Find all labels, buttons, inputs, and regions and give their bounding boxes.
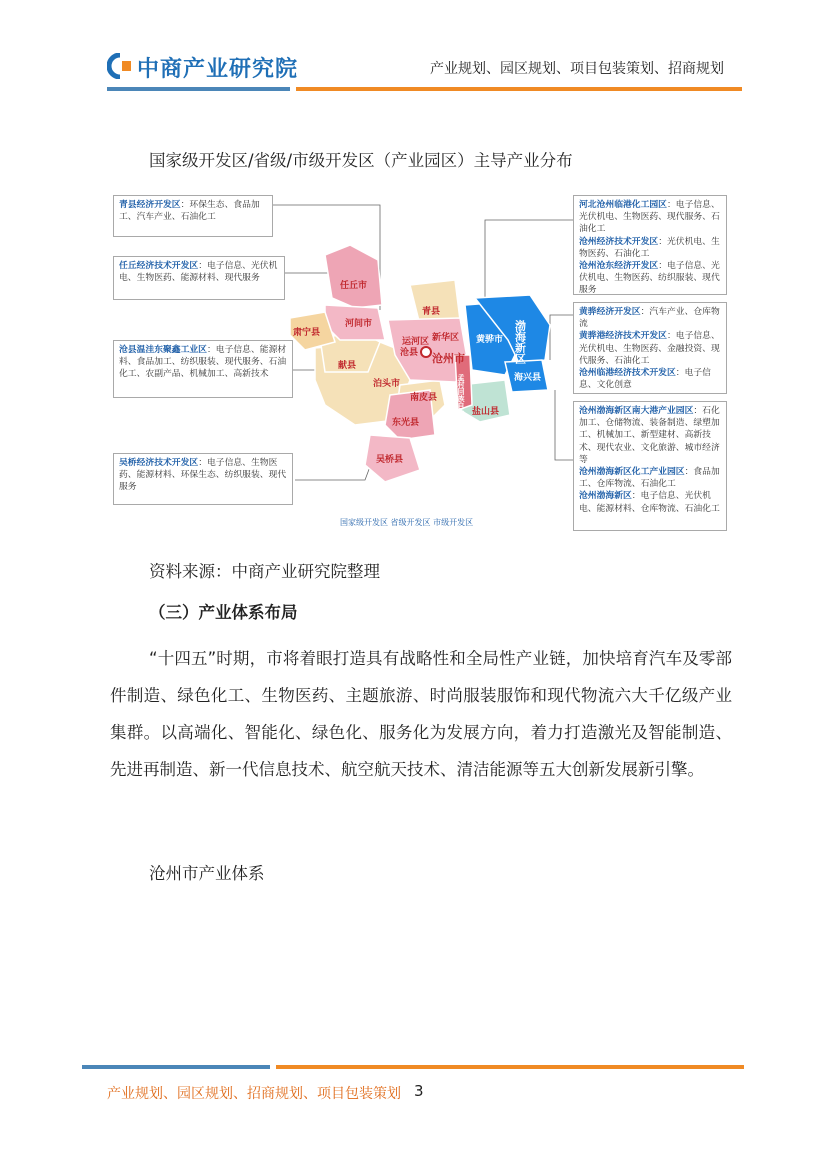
label-xianxian: 献县: [338, 361, 357, 371]
header-divider-blue: [107, 87, 290, 91]
info-box-desc: ：食品加工、仓库物流、石油化工: [579, 467, 720, 490]
info-box-desc: ：石化加工、仓储物流、装备制造、绿塑加工、机械加工、新型建材、高新技术、现代农业、文化旅游、城市经济等: [579, 406, 720, 465]
label-renqiu: 任丘市: [340, 281, 368, 291]
info-box-name: 沧州渤海新区化工产业园区: [579, 467, 685, 478]
subheading: 沧州市产业体系: [149, 864, 265, 883]
info-box-desc: ：电子信息、光伏机电、生物医药、金融投资、现代服务、石油化工: [579, 331, 720, 366]
logo-icon: [107, 53, 133, 79]
label-xinhua: 新华区: [432, 333, 460, 343]
info-box-desc: ：环保生态、食品加工、汽车产业、石油化工: [119, 200, 260, 223]
header-divider-orange: [296, 87, 742, 91]
info-box-bohai-group: [573, 401, 727, 531]
info-box-name: 吴桥经济技术开发区: [119, 458, 199, 468]
info-box-name: 黄骅经济开发区: [579, 307, 641, 317]
info-box-huanghua-group: [573, 302, 727, 394]
info-box-name: 沧州经济技术开发区: [579, 236, 659, 247]
cangzhou-city-marker: [421, 347, 431, 357]
label-nanpi: 南皮县: [410, 393, 438, 403]
info-box-name: 沧州渤海新区南大港产业园区: [579, 406, 694, 416]
footer-slogan: 产业规划、园区规划、招商规划、项目包装策划: [107, 1086, 401, 1102]
label-bohai: 渤海新区: [513, 320, 527, 364]
info-box-desc: ：电子信息、能源材料、食品加工、纺织服装、现代服务、石油化工、农副产品、机械加工、高新技术: [119, 345, 287, 380]
label-huanghua: 黄骅市: [476, 335, 504, 345]
label-wuqiao: 吴桥县: [376, 455, 404, 465]
label-qingxian: 青县: [422, 307, 441, 317]
label-botou: 泊头市: [373, 379, 401, 389]
info-box-qingxian: [113, 195, 273, 237]
info-box-lingang-group: [573, 195, 727, 295]
info-box-name: 任丘经济技术开发区: [119, 261, 199, 271]
info-box-name: 沧州沧东经济开发区: [579, 261, 659, 272]
info-box-desc: ：电子信息、光伏机电、生物医药、纺织服装、现代服务: [579, 261, 720, 296]
label-dongguang: 东光县: [392, 418, 420, 428]
map-legend: 国家级开发区 省级开发区 市级开发区: [340, 518, 474, 527]
label-hejian: 河间市: [345, 319, 373, 329]
info-box-desc: ：电子信息、光伏机电、生物医药、能源材料、现代服务: [119, 261, 278, 284]
info-box-desc: ：光伏机电、生物医药、石油化工: [579, 236, 720, 259]
leader-line-bohai: [555, 390, 573, 460]
info-box-desc: ：电子信息、文化创意: [579, 368, 711, 391]
info-box-name: 河北沧州临港化工园区: [579, 200, 667, 210]
page-number: 3: [414, 1082, 424, 1100]
info-box-desc: ：汽车产业、仓库物流: [579, 307, 720, 330]
info-box-desc: ：电子信息、光伏机电、生物医药、现代服务、石油化工: [579, 200, 720, 235]
footer-divider-blue: [82, 1065, 270, 1069]
leader-line-huanghua: [550, 315, 573, 360]
info-box-cangxian: [113, 340, 293, 398]
info-box-desc: ：电子信息、光伏机电、能源材料、仓库物流、石油化工: [579, 491, 720, 514]
info-box-renqiu: [113, 256, 285, 300]
label-yunhe: 运河区: [402, 337, 430, 347]
label-suning: 肃宁县: [293, 328, 321, 338]
map-title: 国家级开发区/省级/市级开发区（产业园区）主导产业分布: [149, 151, 573, 170]
label-cangxian: 沧县: [400, 348, 419, 358]
body-paragraph: “十四五”时期，市将着眼打造具有战略性和全局性产业链，加快培育汽车及零部件制造、绿色化工、生物医药、主题旅游、时尚服装服饰和现代物流六大千亿级产业集群。以高端化、智能化、绿色化、服务化为发展方向，着力打造激光及智能制造、先进再制造、新一代信息技术、航空航天技术、清洁能源等五大创新发展新引擎。: [110, 649, 732, 779]
region-shape-renqiu: [325, 245, 382, 308]
info-box-name: 黄骅港经济技术开发区: [579, 331, 667, 342]
logo-text: 中商产业研究院: [137, 57, 299, 82]
info-box-wuqiao: [113, 453, 293, 505]
footer-divider-orange: [276, 1065, 744, 1069]
info-box-name: 沧县温洼东聚鑫工业区: [119, 345, 207, 355]
info-box-desc: ：电子信息、生物医药、能源材料、环保生态、纺织服装、现代服务: [119, 458, 287, 493]
label-yanshan: 盐山县: [472, 407, 500, 417]
section-title: （三）产业体系布局: [149, 603, 298, 622]
info-box-name: 青县经济开发区: [119, 200, 181, 210]
info-box-name: 沧州渤海新区: [579, 491, 632, 502]
info-box-name: 沧州临港经济技术开发区: [579, 368, 676, 379]
label-haixing: 海兴县: [514, 373, 542, 383]
header-slogan: 产业规划、园区规划、项目包装策划、招商规划: [430, 61, 724, 77]
label-cangzhou: 沧州市: [432, 352, 465, 365]
source-note: 资料来源：中商产业研究院整理: [149, 562, 380, 581]
label-mengcun: 孟村回族自治县: [457, 374, 465, 423]
